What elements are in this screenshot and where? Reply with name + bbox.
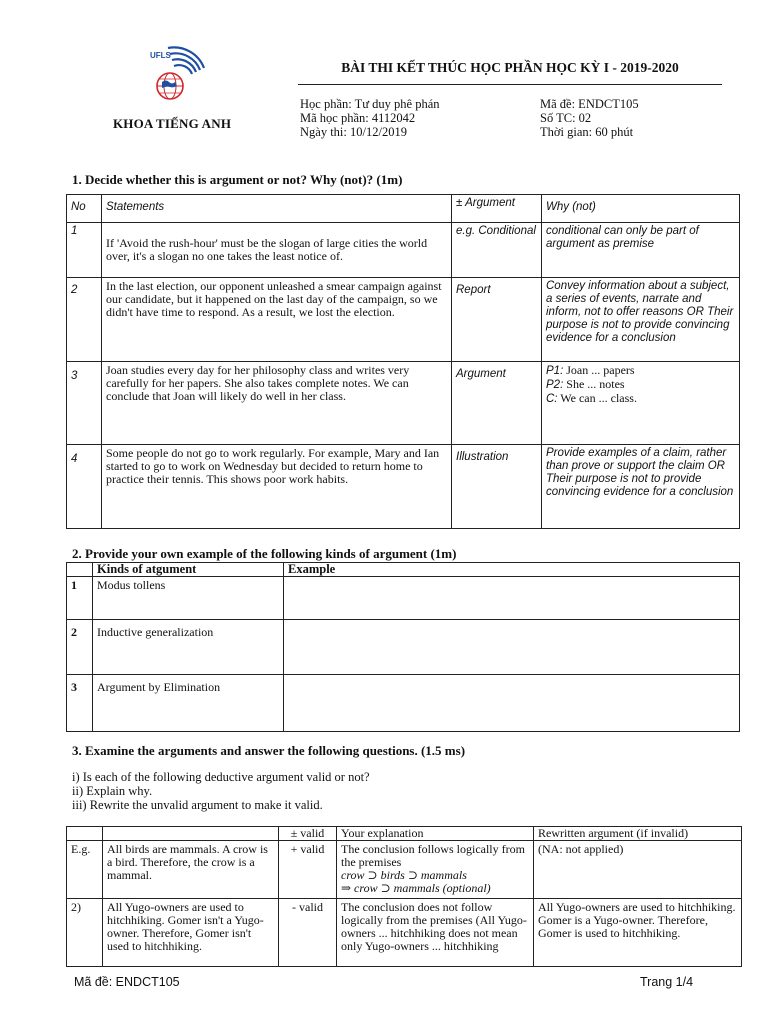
example-answer-cell[interactable] (284, 620, 740, 675)
course-info-right (540, 97, 639, 139)
argument-cell: All birds are mammals. A crow is a bird. Therefore, the crow is a mammal. (103, 841, 279, 899)
argument-cell: Argument (452, 362, 542, 445)
title-divider (298, 84, 722, 85)
row-number: 2 (67, 278, 102, 362)
kind-cell: Modus tollens (93, 577, 284, 620)
instruction-line: iii) Rewrite the unvalid argument to make it valid. (72, 798, 323, 812)
header-rewritten: Rewritten argument (if invalid) (534, 827, 742, 841)
conclusion-text: We can ... class. (557, 391, 637, 405)
course-name: Học phần: Tư duy phê phán (300, 97, 440, 111)
explanation-formula: crow ⊃ birds ⊃ mammals (341, 868, 467, 882)
table-row (67, 223, 740, 278)
argument-cell: Report (452, 278, 542, 362)
footer-exam-code: Mã đề: ENDCT105 (74, 975, 180, 989)
argument-cell: e.g. Conditional (452, 223, 542, 278)
validity-cell: - valid (279, 899, 337, 967)
statement-cell: Joan studies every day for her philosophy class and writes very carefully for her papers. She also takes complete notes. We can conclude that Joan will likely do well in her class. (102, 362, 452, 445)
header-blank (67, 827, 103, 841)
kind-cell: Argument by Elimination (93, 675, 284, 732)
premise-text: She ... notes (563, 377, 625, 391)
header-valid: ± valid (279, 827, 337, 841)
validity-cell: + valid (279, 841, 337, 899)
table-row (67, 675, 740, 732)
exam-code: Mã đề: ENDCT105 (540, 97, 639, 111)
why-cell: conditional can only be part of argument as premise (542, 223, 740, 278)
premise-text: Joan ... papers (563, 363, 635, 377)
table-header-row (67, 195, 740, 223)
explanation-text: The conclusion follows logically from the premises (341, 842, 525, 869)
table-row (67, 577, 740, 620)
table-header-row (67, 563, 740, 577)
instruction-line: i) Is each of the following deductive argument valid or not? (72, 770, 370, 784)
rewritten-cell: All Yugo-owners are used to hitchhiking. Gomer is a Yugo-owner. Therefore, Gomer is used to hitchhiking. (534, 899, 742, 967)
table-row (67, 899, 742, 967)
table-row (67, 362, 740, 445)
why-cell (542, 362, 740, 445)
section-2-title: 2. Provide your own example of the following kinds of argument (1m) (72, 546, 457, 561)
section-3-instructions (72, 770, 370, 812)
why-cell: Convey information about a subject, a series of events, narrate and inform, not to offer reasons OR Their purpose is not to provide convincing evidence for a conclusion (542, 278, 740, 362)
section-3-title: 3. Examine the arguments and answer the following questions. (1.5 ms) (72, 743, 466, 758)
explanation-formula: ⇒ crow ⊃ mammals (optional) (341, 881, 491, 895)
header-blank (103, 827, 279, 841)
statement-cell: Some people do not go to work regularly. For example, Mary and Ian started to go to work on Wednesday but decided to return home to practice their tennis. This shows poor work habits. (102, 445, 452, 529)
header-statements: Statements (102, 195, 452, 223)
statement-cell: If 'Avoid the rush-hour' must be the slogan of large cities the world over, it's a slogan no one takes the least notice of. (102, 223, 452, 278)
conclusion-label: C: (546, 393, 558, 405)
why-cell: Provide examples of a claim, rather than prove or support the claim OR Their purpose is not to provide convincing evidence for a conclusion (542, 445, 740, 529)
statement-cell: In the last election, our opponent unleashed a smear campaign against our candidate, but it happened on the last day of the campaign, so we didn't have time to respond. As a result, we lost the election. (102, 278, 452, 362)
university-logo (148, 38, 208, 104)
table-row (67, 278, 740, 362)
exam-title: BÀI THI KẾT THÚC HỌC PHẦN HỌC KỲ I - 2019-2020 (341, 60, 679, 75)
instruction-line: ii) Explain why. (72, 784, 153, 798)
section-2-table (66, 562, 740, 732)
duration: Thời gian: 60 phút (540, 125, 634, 139)
header-blank (67, 563, 93, 577)
row-label: 2) (67, 899, 103, 967)
table-row (67, 841, 742, 899)
example-answer-cell[interactable] (284, 577, 740, 620)
argument-cell: All Yugo-owners are used to hitchhiking. Gomer isn't a Yugo-owner. Therefore, Gomer isn't used to hitchhiking. (103, 899, 279, 967)
kind-cell: Inductive generalization (93, 620, 284, 675)
row-number: 3 (67, 362, 102, 445)
header-explanation: Your explanation (337, 827, 534, 841)
exam-date: Ngày thi: 10/12/2019 (300, 125, 407, 139)
course-info-left (300, 97, 440, 139)
section-3-table (66, 826, 742, 967)
header-no: No (67, 195, 102, 223)
table-row (67, 445, 740, 529)
department-name: KHOA TIẾNG ANH (113, 116, 232, 131)
argument-cell: Illustration (452, 445, 542, 529)
course-code: Mã học phần: 4112042 (300, 111, 416, 125)
row-number: 2 (67, 620, 93, 675)
row-number: 4 (67, 445, 102, 529)
row-number: 3 (67, 675, 93, 732)
table-row (67, 620, 740, 675)
row-number: 1 (67, 223, 102, 278)
table-header-row (67, 827, 742, 841)
premise-label: P2: (546, 379, 564, 391)
footer-page-number: Trang 1/4 (640, 975, 694, 989)
header-example: Example (284, 563, 740, 577)
header-argument: ± Argument (452, 195, 542, 223)
credits: Số TC: 02 (540, 111, 592, 125)
header-kinds: Kinds of atgument (93, 563, 284, 577)
header-why: Why (not) (542, 195, 740, 223)
row-number: 1 (67, 577, 93, 620)
premise-label: P1: (546, 365, 564, 377)
rewritten-cell: (NA: not applied) (534, 841, 742, 899)
logo-text: UFLS (150, 51, 171, 60)
row-label: E.g. (67, 841, 103, 899)
section-1-table (66, 194, 740, 529)
example-answer-cell[interactable] (284, 675, 740, 732)
explanation-cell (337, 841, 534, 899)
explanation-cell: The conclusion does not follow logically from the premises (All Yugo-owners ... hitchhiking does not mean only Yugo-owners ... hitchhiking (337, 899, 534, 967)
section-1-title: 1. Decide whether this is argument or not? Why (not)? (1m) (72, 172, 403, 187)
